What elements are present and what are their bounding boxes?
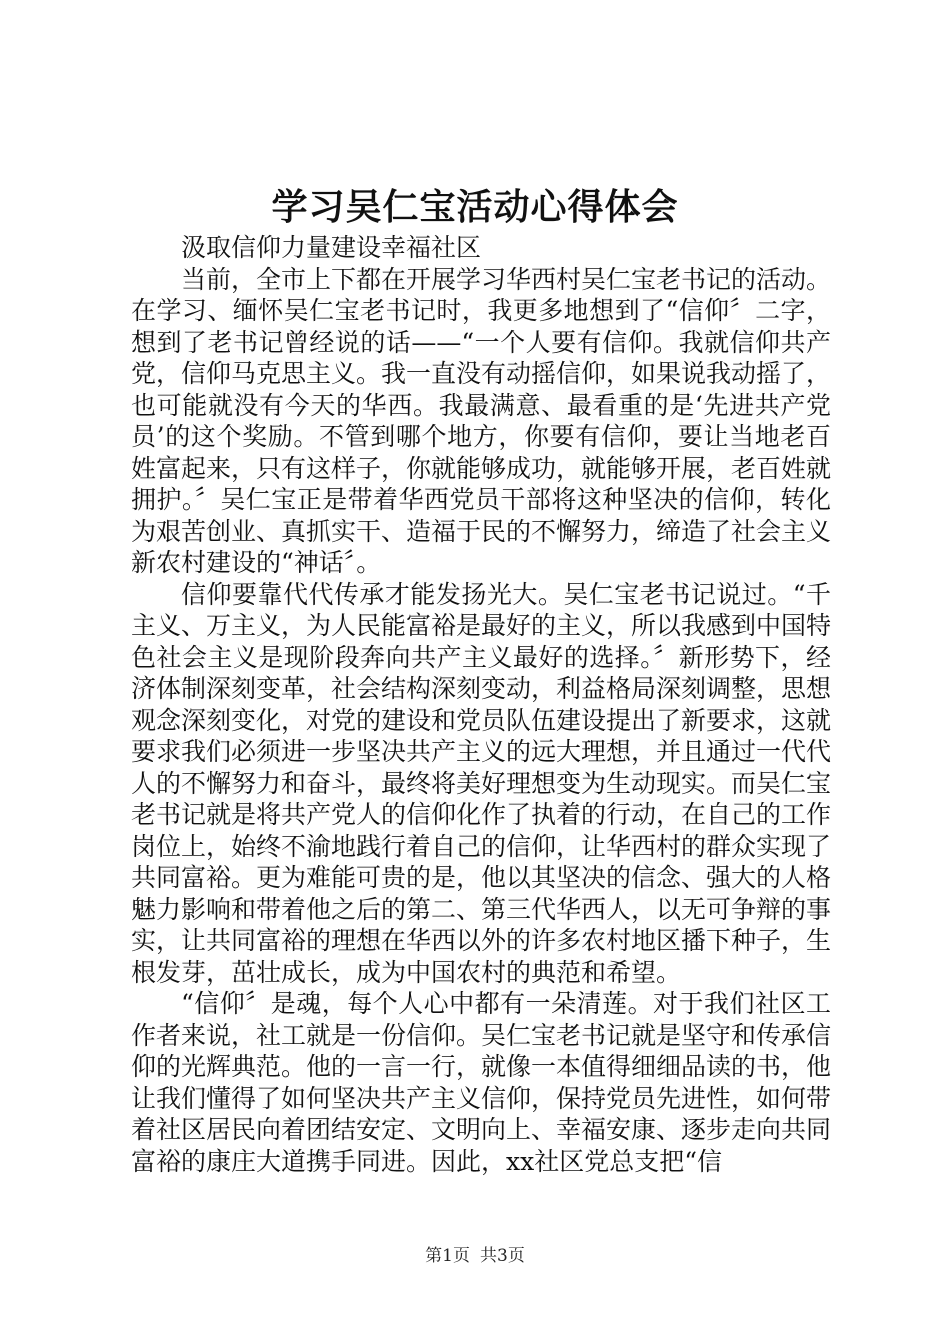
page-footer: [0, 1245, 950, 1267]
page-total: 共3页: [480, 1246, 525, 1266]
page-title: 学习吴仁宝活动心得体会: [271, 186, 679, 228]
paragraph: “信仰〞是魂，每个人心中都有一朵清莲。对于我们社区工作者来说，社工就是一份信仰。吴仁宝老书记就是坚守和传承信仰的光辉典范。他的一言一行，就像一本值得细细品读的书，他让我们懂得了如何坚决共产主义信仰，保持党员先进性，如何带着社区居民向着团结安定、文明向上、幸福安康、逐步走向共同富裕的康庄大道携手同进。因此，xx社区党总支把“信: [131, 989, 832, 1176]
paragraph: 信仰要靠代代传承才能发扬光大。吴仁宝老书记说过。“千主义、万主义，为人民能富裕是最好的主义，所以我感到中国特色社会主义是现阶段奔向共产主义最好的选择。〞新形势下，经济体制深刻变革，社会结构深刻变动，利益格局深刻调整，思想观念深刻变化，对党的建设和党员队伍建设提出了新要求，这就要求我们必须进一步坚决共产主义的远大理想，并且通过一代代人的不懈努力和奋斗，最终将美好理想变为生动现实。而吴仁宝老书记就是将共产党人的信仰化作了执着的行动，在自己的工作岗位上，始终不渝地践行着自己的信仰，让华西村的群众实现了共同富裕。更为难能可贵的是，他以其坚决的信念、强大的人格魅力影响和带着他之后的第二、第三代华西人，以无可争辩的事实，让共同富裕的理想在华西以外的许多农村地区播下种子，生根发芽，茁壮成长，成为中国农村的典范和希望。: [131, 579, 832, 987]
document-body: [131, 232, 831, 1177]
paragraph: 当前，全市上下都在开展学习华西村吴仁宝老书记的活动。在学习、缅怀吴仁宝老书记时，我更多地想到了“信仰〞二字，想到了老书记曾经说的话——“一个人要有信仰。我就信仰共产党，信仰马克思主义。我一直没有动摇信仰，如果说我动摇了，也可能就没有今天的华西。我最满意、最看重的是‘先进共产党员’的这个奖励。不管到哪个地方，你要有信仰，要让当地老百姓富起来，只有这样子，你就能够成功，就能够开展，老百姓就拥护。〞吴仁宝正是带着华西党员干部将这种坚决的信仰，转化为艰苦创业、真抓实干、造福于民的不懈努力，缔造了社会主义新农村建设的“神话〞。: [131, 264, 832, 577]
page-number: 第1页: [425, 1246, 470, 1266]
subtitle: 汲取信仰力量建设幸福社区: [181, 233, 482, 262]
